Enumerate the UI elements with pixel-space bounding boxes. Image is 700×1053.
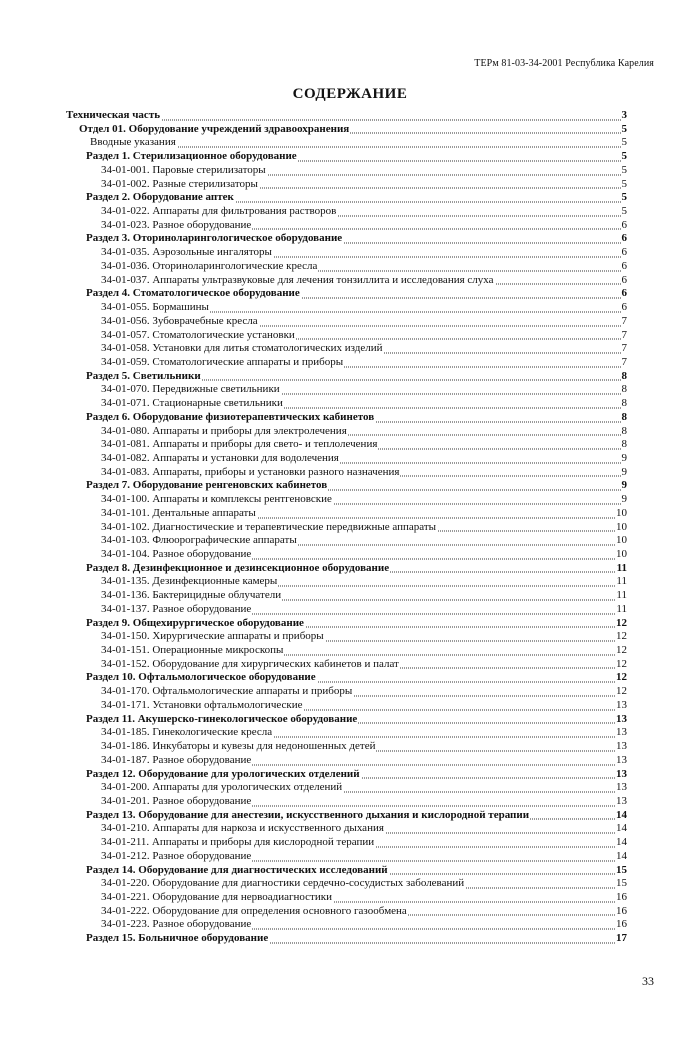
- toc-page-number: 6: [621, 301, 627, 314]
- toc-page-number: 5: [621, 150, 627, 163]
- toc-entry-text: 34-01-081. Аппараты и приборы для свето- и теплолечения: [101, 438, 378, 451]
- toc-entry-text: 34-01-082. Аппараты и установки для водолечения: [101, 451, 339, 464]
- toc-entry-text: Раздел 15. Больничное оборудование: [86, 932, 269, 945]
- toc-page-number: 8: [621, 424, 627, 437]
- table-of-contents: [0, 109, 700, 946]
- toc-page-number: 11: [616, 561, 627, 574]
- toc-page-number: 14: [616, 849, 627, 862]
- toc-entry-text: 34-01-223. Разное оборудование: [101, 918, 252, 931]
- toc-page-number: 3: [621, 109, 627, 121]
- toc-page-number: 12: [616, 616, 627, 629]
- toc-page-number: 9: [621, 465, 627, 478]
- toc-entry-text: 34-01-059. Стоматологические аппараты и приборы: [101, 355, 344, 368]
- toc-page-number: 5: [621, 191, 627, 204]
- toc-page-number: 13: [616, 753, 627, 766]
- toc-page-number: 5: [621, 136, 627, 149]
- toc-entry-text: Техническая часть: [66, 109, 161, 121]
- toc-page-number: 16: [616, 918, 627, 931]
- toc-page-number: 16: [616, 904, 627, 917]
- toc-page-number: 6: [621, 218, 627, 231]
- page-number: 33: [642, 974, 654, 988]
- toc-page-number: 11: [616, 589, 627, 602]
- toc-page-number: 10: [616, 506, 627, 519]
- toc-entry-text: Раздел 6. Оборудование физиотерапевтических кабинетов: [86, 410, 375, 423]
- toc-page-number: 5: [621, 163, 627, 176]
- toc-page-number: 14: [616, 808, 627, 821]
- toc-entry-text: 34-01-150. Хирургические аппараты и приборы: [101, 630, 324, 643]
- toc-entry-text: Раздел 10. Офтальмологическое оборудование: [86, 671, 316, 684]
- toc-entry-text: 34-01-187. Разное оборудование: [101, 753, 252, 766]
- toc-page-number: 6: [621, 246, 627, 259]
- toc-page-number: 16: [616, 890, 627, 903]
- toc-page-number: 6: [621, 259, 627, 272]
- toc-page-number: 6: [621, 287, 627, 300]
- toc-page-number: 9: [621, 493, 627, 506]
- toc-entry-text: 34-01-057. Стоматологические установки: [101, 328, 295, 341]
- toc-page-number: 12: [616, 671, 627, 684]
- toc-entry-text: 34-01-211. Аппараты и приборы для кислородной терапии: [101, 836, 375, 849]
- toc-entry-text: Раздел 8. Дезинфекционное и дезинсекционное оборудование: [86, 561, 390, 574]
- toc-entry-text: Раздел 7. Оборудование ренгеновских кабинетов: [86, 479, 328, 492]
- toc-entry-text: Отдел 01. Оборудование учреждений здравоохранения: [79, 122, 350, 135]
- toc-page-number: 10: [616, 548, 627, 560]
- toc-page-number: 8: [621, 369, 627, 382]
- toc-page-number: 10: [616, 534, 627, 547]
- toc-page-number: 12: [616, 685, 627, 698]
- toc-entry-text: 34-01-023. Разное оборудование: [101, 218, 252, 231]
- toc-entry-text: 34-01-170. Офтальмологические аппараты и приборы: [101, 685, 353, 698]
- toc-page-number: 7: [621, 314, 627, 327]
- toc-entry-text: 34-01-171. Установки офтальмологические: [101, 698, 303, 711]
- toc-entry-text: 34-01-186. Инкубаторы и кувезы для недоношенных детей: [101, 740, 376, 753]
- toc-page-number: 9: [621, 479, 627, 492]
- toc-entry-text: 34-01-212. Разное оборудование: [101, 849, 252, 862]
- toc-entry-text: 34-01-135. Дезинфекционные камеры: [101, 575, 278, 588]
- toc-entry-text: 34-01-083. Аппараты, приборы и установки разного назначения: [101, 465, 400, 478]
- toc-entry-text: Раздел 14. Оборудование для диагностических исследований: [86, 863, 388, 876]
- toc-entry-text: Раздел 13. Оборудование для анестезии, искусственного дыхания и кислородной терапии: [86, 808, 530, 821]
- toc-entry-text: 34-01-152. Оборудование для хирургических кабинетов и палат: [101, 657, 399, 670]
- toc-page-number: 6: [621, 232, 627, 245]
- toc-page-number: 7: [621, 342, 627, 355]
- page-title: СОДЕРЖАНИЕ: [292, 86, 408, 102]
- toc-entry-text: 34-01-101. Дентальные аппараты: [101, 506, 256, 519]
- toc-page-number: 5: [621, 205, 627, 218]
- toc-page-number: 13: [616, 712, 627, 725]
- toc-page-number: 8: [621, 397, 627, 410]
- toc-page-number: 8: [621, 383, 627, 396]
- toc-entry-text: Раздел 5. Светильники: [86, 369, 201, 382]
- toc-page-number: 12: [616, 644, 627, 657]
- toc-entry-text: 34-01-200. Аппараты для урологических отделений: [101, 781, 343, 794]
- toc-entry-text: 34-01-070. Передвижные светильники: [101, 383, 280, 396]
- toc-page-number: 13: [616, 794, 627, 807]
- toc-entry-text: Вводные указания: [90, 136, 176, 149]
- toc-page-number: 7: [621, 355, 627, 368]
- toc-page-number: 12: [616, 630, 627, 643]
- toc-page-number: 12: [616, 657, 627, 670]
- toc-page-number: 13: [616, 781, 627, 794]
- toc-entry-text: 34-01-100. Аппараты и комплексы рентгеновские: [101, 493, 332, 506]
- toc-entry-text: 34-01-002. Разные стерилизаторы: [101, 177, 258, 190]
- toc-page-number: 13: [616, 698, 627, 711]
- toc-entry-text: 34-01-037. Аппараты ультразвуковые для лечения тонзиллита и исследования слуха: [101, 273, 494, 286]
- toc-entry-text: 34-01-222. Оборудование для определения основного газообмена: [101, 904, 407, 917]
- toc-page-number: 10: [616, 520, 627, 533]
- toc-entry-text: 34-01-102. Диагностические и терапевтические передвижные аппараты: [101, 520, 437, 533]
- toc-entry-text: 34-01-080. Аппараты и приборы для электролечения: [101, 424, 347, 437]
- toc-entry-text: 34-01-001. Паровые стерилизаторы: [101, 163, 266, 176]
- toc-entry-text: Раздел 12. Оборудование для урологических отделений: [86, 767, 360, 780]
- toc-page-number: 5: [621, 122, 627, 135]
- toc-entry-text: Раздел 1. Стерилизационное оборудование: [86, 150, 297, 163]
- toc-page-number: 13: [616, 726, 627, 739]
- toc-page-number: 5: [621, 177, 627, 190]
- toc-entry-text: 34-01-055. Бормашины: [101, 301, 209, 314]
- toc-page-number: 15: [616, 877, 627, 890]
- toc-entry-text: 34-01-022. Аппараты для фильтрования растворов: [101, 205, 337, 218]
- toc-entry-text: Раздел 9. Общехирургическое оборудование: [86, 616, 304, 629]
- toc-page-number: 9: [621, 451, 627, 464]
- toc-entry-text: 34-01-185. Гинекологические кресла: [101, 726, 273, 739]
- toc-entry-text: 34-01-035. Аэрозольные ингаляторы: [101, 246, 272, 259]
- toc-entry-text: 34-01-201. Разное оборудование: [101, 794, 252, 807]
- toc-entry-text: Раздел 4. Стоматологическое оборудование: [86, 287, 300, 300]
- toc-page-number: 15: [616, 863, 627, 876]
- toc-entry-text: 34-01-221. Оборудование для нервоадиагностики: [101, 890, 332, 903]
- toc-page-number: 13: [616, 740, 627, 753]
- toc-page-number: 13: [616, 767, 627, 780]
- toc-entry-text: 34-01-104. Разное оборудование: [101, 548, 252, 560]
- toc-entry-text: 34-01-058. Установки для литья стоматологических изделий: [101, 342, 383, 355]
- toc-entry-text: 34-01-210. Аппараты для наркоза и искусственного дыхания: [101, 822, 384, 835]
- toc-entry-text: 34-01-036. Оториноларингологические кресла: [101, 259, 318, 272]
- toc-entry-text: 34-01-136. Бактерицидные облучатели: [101, 589, 282, 602]
- toc-page-number: 11: [616, 602, 627, 615]
- toc-entry-text: 34-01-151. Операционные микроскопы: [101, 644, 284, 657]
- toc-entry-text: Раздел 2. Оборудование аптек: [86, 191, 234, 204]
- toc-entry-text: 34-01-103. Флюорографические аппараты: [101, 534, 297, 547]
- toc-page-number: 8: [621, 438, 627, 451]
- toc-entry-text: 34-01-056. Зубоврачебные кресла: [101, 314, 258, 327]
- toc-page-number: 17: [616, 932, 627, 945]
- running-header: ТЕРм 81-03-34-2001 Республика Карелия: [474, 58, 654, 69]
- toc-entry-text: 34-01-137. Разное оборудование: [101, 602, 252, 615]
- toc-page-number: 7: [621, 328, 627, 341]
- toc-page-number: 8: [621, 410, 627, 423]
- toc-entry-text: 34-01-071. Стационарные светильники: [101, 397, 283, 410]
- toc-page-number: 11: [616, 575, 627, 588]
- toc-page-number: 14: [616, 836, 627, 849]
- toc-entry-text: Раздел 3. Оториноларингологическое оборудование: [86, 232, 343, 245]
- toc-entry-text: 34-01-220. Оборудование для диагностики сердечно-сосудистых заболеваний: [101, 877, 465, 890]
- toc-entry-text: Раздел 11. Акушерско-гинекологическое оборудование: [86, 712, 358, 725]
- toc-page-number: 14: [616, 822, 627, 835]
- toc-page-number: 6: [621, 273, 627, 286]
- toc-section-entry: [0, 932, 700, 946]
